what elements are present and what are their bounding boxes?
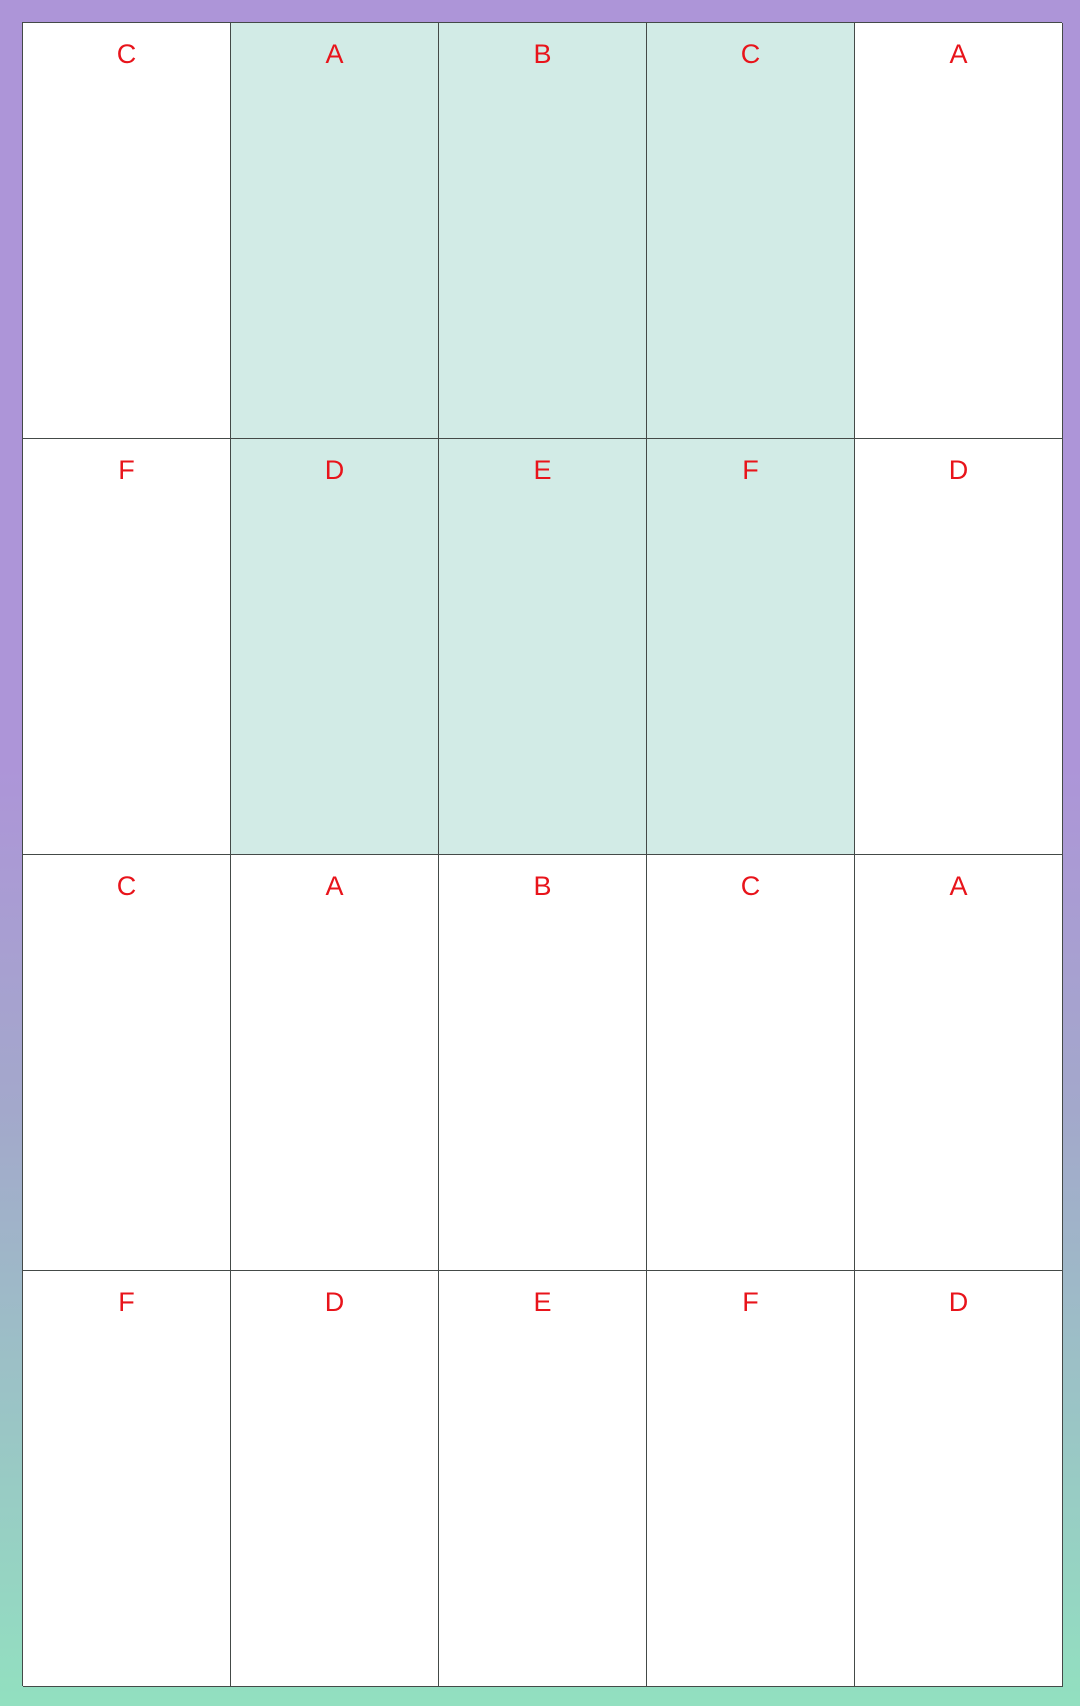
cell-letter: D xyxy=(324,1287,345,1317)
cell-letter: C xyxy=(740,39,761,69)
cell-letter: B xyxy=(533,39,552,69)
cell-letter: F xyxy=(118,1287,135,1317)
grid-cell xyxy=(23,855,231,1271)
grid-cell xyxy=(439,855,647,1271)
grid-cell xyxy=(439,23,647,439)
cell-letter: F xyxy=(118,455,135,485)
grid-cell xyxy=(647,855,855,1271)
grid-cell xyxy=(23,1271,231,1687)
cell-letter: A xyxy=(325,39,344,69)
cell-letter: C xyxy=(740,871,761,901)
cell-letter: A xyxy=(325,871,344,901)
cell-letter: E xyxy=(533,455,552,485)
grid-cell xyxy=(439,1271,647,1687)
cell-letter: C xyxy=(116,871,137,901)
cell-letter: A xyxy=(949,871,968,901)
cell-letter: C xyxy=(116,39,137,69)
grid-cell xyxy=(231,855,439,1271)
grid-cell xyxy=(855,23,1063,439)
grid-cell xyxy=(231,439,439,855)
cell-letter: D xyxy=(948,455,969,485)
cell-letter: F xyxy=(742,455,759,485)
cell-letter: A xyxy=(949,39,968,69)
grid-cell xyxy=(647,1271,855,1687)
grid-cell xyxy=(439,439,647,855)
cell-letter: F xyxy=(742,1287,759,1317)
grid-cell xyxy=(231,1271,439,1687)
grid-cell xyxy=(23,439,231,855)
grid-cell xyxy=(231,23,439,439)
letter-grid xyxy=(22,22,1062,1686)
cell-letter: D xyxy=(948,1287,969,1317)
grid-cell xyxy=(855,1271,1063,1687)
grid-cell xyxy=(647,23,855,439)
grid-cell xyxy=(855,439,1063,855)
grid-cell xyxy=(855,855,1063,1271)
cell-letter: D xyxy=(324,455,345,485)
cell-letter: E xyxy=(533,1287,552,1317)
cell-letter: B xyxy=(533,871,552,901)
grid-cell xyxy=(23,23,231,439)
grid-cell xyxy=(647,439,855,855)
